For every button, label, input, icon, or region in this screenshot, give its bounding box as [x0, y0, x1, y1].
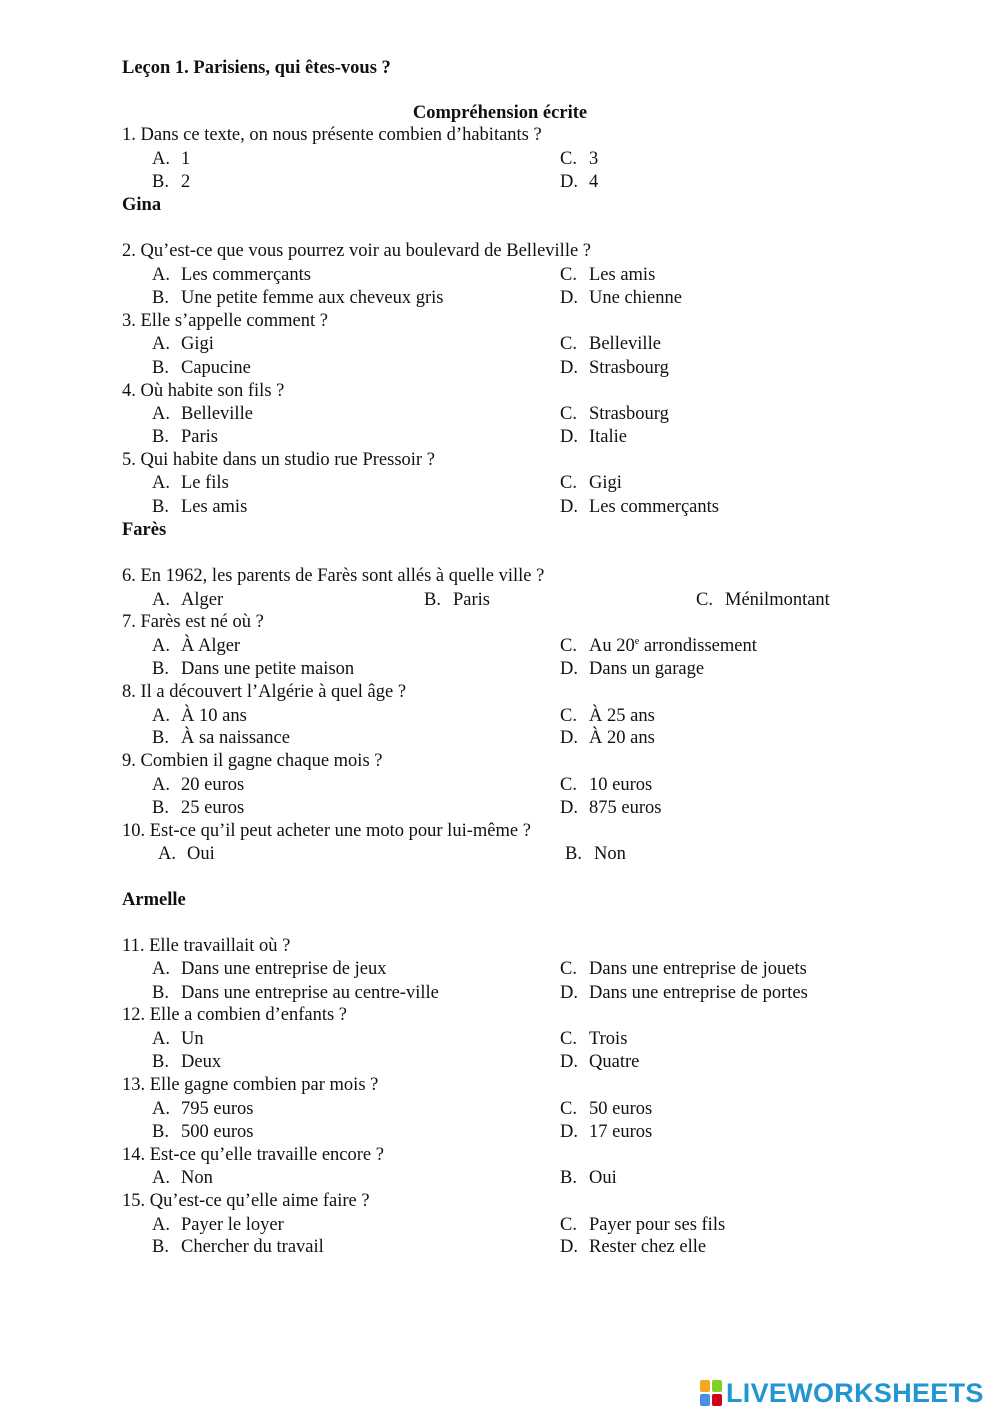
q1-option-d[interactable]: D. 4: [560, 172, 599, 192]
question-5: 5. Qui habite dans un studio rue Pressoir ?: [122, 450, 435, 470]
question-2: 2. Qu’est-ce que vous pourrez voir au boulevard de Belleville ?: [122, 241, 592, 261]
q9-option-d[interactable]: D. 875 euros: [560, 798, 662, 818]
q7-option-a[interactable]: A. À Alger: [152, 636, 241, 656]
q12-option-c[interactable]: C. Trois: [560, 1029, 628, 1049]
q14-option-a[interactable]: A. Non: [152, 1168, 213, 1188]
section-fares: Farès: [122, 520, 167, 540]
q12-option-a[interactable]: A. Un: [152, 1029, 204, 1049]
q8-option-b[interactable]: B. À sa naissance: [152, 728, 290, 748]
liveworksheets-logo-icon: [700, 1380, 722, 1406]
section-gina: Gina: [122, 195, 162, 215]
q15-option-c[interactable]: C. Payer pour ses fils: [560, 1215, 726, 1235]
q10-option-a[interactable]: A. Oui: [158, 844, 215, 864]
question-14: 14. Est-ce qu’elle travaille encore ?: [122, 1145, 384, 1165]
q3-option-d[interactable]: D. Strasbourg: [560, 358, 669, 378]
q15-option-d[interactable]: D. Rester chez elle: [560, 1237, 707, 1257]
q8-option-a[interactable]: A. À 10 ans: [152, 706, 247, 726]
q9-option-b[interactable]: B. 25 euros: [152, 798, 245, 818]
q2-option-c[interactable]: C. Les amis: [560, 265, 656, 285]
question-13: 13. Elle gagne combien par mois ?: [122, 1075, 379, 1095]
question-1: 1. Dans ce texte, on nous présente combien d’habitants ?: [122, 125, 542, 145]
question-3: 3. Elle s’appelle comment ?: [122, 311, 328, 331]
q5-option-b[interactable]: B. Les amis: [152, 497, 248, 517]
question-8: 8. Il a découvert l’Algérie à quel âge ?: [122, 682, 407, 702]
q8-option-d[interactable]: D. À 20 ans: [560, 728, 655, 748]
section-title: Compréhension écrite: [412, 103, 588, 123]
q5-option-c[interactable]: C. Gigi: [560, 473, 622, 493]
q1-option-a[interactable]: A. 1: [152, 149, 191, 169]
q4-option-c[interactable]: C. Strasbourg: [560, 404, 669, 424]
q6-option-c[interactable]: C. Ménilmontant: [696, 590, 830, 610]
q13-option-d[interactable]: D. 17 euros: [560, 1122, 653, 1142]
liveworksheets-logo[interactable]: [700, 1378, 984, 1408]
q13-option-b[interactable]: B. 500 euros: [152, 1122, 254, 1142]
question-15: 15. Qu’est-ce qu’elle aime faire ?: [122, 1191, 370, 1211]
q9-option-a[interactable]: A. 20 euros: [152, 775, 245, 795]
q11-option-a[interactable]: A. Dans une entreprise de jeux: [152, 959, 387, 979]
q9-option-c[interactable]: C. 10 euros: [560, 775, 653, 795]
q6-option-b[interactable]: B. Paris: [424, 590, 490, 610]
q4-option-a[interactable]: A. Belleville: [152, 404, 253, 424]
q1-option-b[interactable]: B. 2: [152, 172, 191, 192]
q12-option-d[interactable]: D. Quatre: [560, 1052, 640, 1072]
question-11: 11. Elle travaillait où ?: [122, 936, 291, 956]
question-9: 9. Combien il gagne chaque mois ?: [122, 751, 383, 771]
q6-option-a[interactable]: A. Alger: [152, 590, 224, 610]
q15-option-a[interactable]: A. Payer le loyer: [152, 1215, 284, 1235]
q11-option-d[interactable]: D. Dans une entreprise de portes: [560, 983, 808, 1003]
q7-option-d[interactable]: D. Dans un garage: [560, 659, 705, 679]
q1-option-c[interactable]: C. 3: [560, 149, 599, 169]
q2-option-b[interactable]: B. Une petite femme aux cheveux gris: [152, 288, 444, 308]
q2-option-d[interactable]: D. Une chienne: [560, 288, 682, 308]
q5-option-d[interactable]: D. Les commerçants: [560, 497, 719, 517]
q4-option-b[interactable]: B. Paris: [152, 427, 218, 447]
question-6: 6. En 1962, les parents de Farès sont allés à quelle ville ?: [122, 566, 545, 586]
q11-option-b[interactable]: B. Dans une entreprise au centre-ville: [152, 983, 439, 1003]
q15-option-b[interactable]: B. Chercher du travail: [152, 1237, 324, 1257]
question-10: 10. Est-ce qu’il peut acheter une moto pour lui-même ?: [122, 821, 531, 841]
q13-option-c[interactable]: C. 50 euros: [560, 1099, 653, 1119]
question-7: 7. Farès est né où ?: [122, 612, 264, 632]
q3-option-c[interactable]: C. Belleville: [560, 334, 661, 354]
q7-option-c[interactable]: C. Au 20e arrondissement: [560, 635, 757, 656]
lesson-title: Leçon 1. Parisiens, qui êtes-vous ?: [122, 58, 391, 78]
question-4: 4. Où habite son fils ?: [122, 381, 285, 401]
q3-option-b[interactable]: B. Capucine: [152, 358, 251, 378]
q12-option-b[interactable]: B. Deux: [152, 1052, 222, 1072]
q5-option-a[interactable]: A. Le fils: [152, 473, 229, 493]
q8-option-c[interactable]: C. À 25 ans: [560, 706, 655, 726]
q2-option-a[interactable]: A. Les commerçants: [152, 265, 311, 285]
question-12: 12. Elle a combien d’enfants ?: [122, 1005, 347, 1025]
q10-option-b[interactable]: B. Non: [565, 844, 626, 864]
liveworksheets-logo-text: LIVEWORKSHEETS: [726, 1377, 984, 1408]
q4-option-d[interactable]: D. Italie: [560, 427, 628, 447]
section-armelle: Armelle: [122, 890, 186, 910]
q11-option-c[interactable]: C. Dans une entreprise de jouets: [560, 959, 807, 979]
q7-option-b[interactable]: B. Dans une petite maison: [152, 659, 355, 679]
q13-option-a[interactable]: A. 795 euros: [152, 1099, 254, 1119]
q3-option-a[interactable]: A. Gigi: [152, 334, 214, 354]
q14-option-b[interactable]: B. Oui: [560, 1168, 617, 1188]
